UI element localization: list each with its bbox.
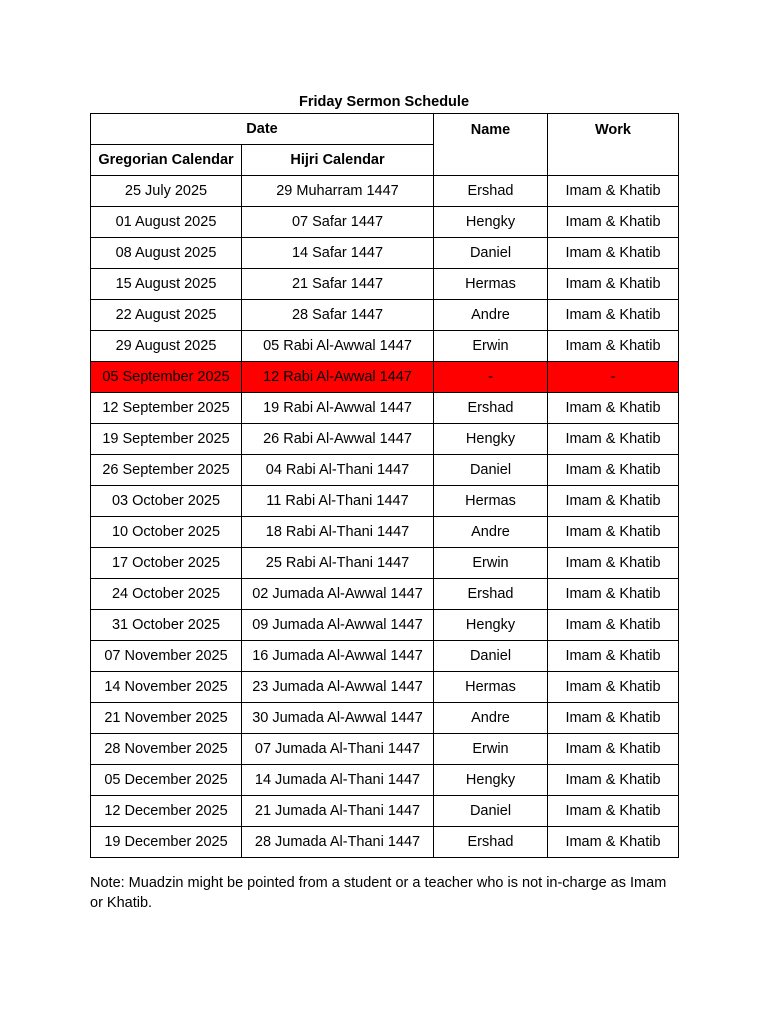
- table-row: [91, 300, 679, 331]
- gregorian-cell: 24 October 2025: [91, 579, 242, 610]
- footnote: Note: Muadzin might be pointed from a student or a teacher who is not in-charge as Imam or Khatib.: [90, 875, 667, 911]
- hijri-cell: 18 Rabi Al-Thani 1447: [242, 517, 434, 548]
- work-cell: Imam & Khatib: [548, 486, 679, 517]
- name-cell: Hermas: [434, 269, 548, 300]
- table-row: [91, 765, 679, 796]
- hijri-cell: 29 Muharram 1447: [242, 176, 434, 207]
- table-row: [91, 393, 679, 424]
- hijri-cell: 25 Rabi Al-Thani 1447: [242, 548, 434, 579]
- table-row: [91, 641, 679, 672]
- table-row: [91, 827, 679, 858]
- name-cell: Hermas: [434, 486, 548, 517]
- name-cell: Ershad: [434, 176, 548, 207]
- table-row: [91, 269, 679, 300]
- gregorian-cell: 03 October 2025: [91, 486, 242, 517]
- table-row: [91, 610, 679, 641]
- work-cell: Imam & Khatib: [548, 424, 679, 455]
- work-cell: Imam & Khatib: [548, 734, 679, 765]
- name-header: Name: [434, 114, 548, 176]
- work-cell: Imam & Khatib: [548, 796, 679, 827]
- gregorian-cell: 07 November 2025: [91, 641, 242, 672]
- hijri-cell: 09 Jumada Al-Awwal 1447: [242, 610, 434, 641]
- gregorian-cell: 26 September 2025: [91, 455, 242, 486]
- table-row: [91, 207, 679, 238]
- gregorian-cell: 08 August 2025: [91, 238, 242, 269]
- gregorian-cell: 14 November 2025: [91, 672, 242, 703]
- work-cell: Imam & Khatib: [548, 300, 679, 331]
- hijri-cell: 26 Rabi Al-Awwal 1447: [242, 424, 434, 455]
- table-body: [91, 176, 679, 858]
- hijri-cell: 07 Jumada Al-Thani 1447: [242, 734, 434, 765]
- work-cell: Imam & Khatib: [548, 238, 679, 269]
- hijri-cell: 19 Rabi Al-Awwal 1447: [242, 393, 434, 424]
- name-cell: Ershad: [434, 393, 548, 424]
- hijri-cell: 05 Rabi Al-Awwal 1447: [242, 331, 434, 362]
- gregorian-cell: 21 November 2025: [91, 703, 242, 734]
- gregorian-cell: 19 December 2025: [91, 827, 242, 858]
- name-cell: Daniel: [434, 796, 548, 827]
- schedule-table: [90, 113, 679, 858]
- work-cell: Imam & Khatib: [548, 548, 679, 579]
- work-cell: Imam & Khatib: [548, 827, 679, 858]
- hijri-cell: 04 Rabi Al-Thani 1447: [242, 455, 434, 486]
- table-row: [91, 424, 679, 455]
- work-cell: Imam & Khatib: [548, 269, 679, 300]
- table-row: [91, 517, 679, 548]
- name-cell: Hengky: [434, 765, 548, 796]
- name-cell: Erwin: [434, 734, 548, 765]
- name-cell: Ershad: [434, 827, 548, 858]
- name-cell: Erwin: [434, 548, 548, 579]
- gregorian-cell: 12 December 2025: [91, 796, 242, 827]
- table-row: [91, 548, 679, 579]
- work-header: Work: [548, 114, 679, 176]
- table-row: [91, 579, 679, 610]
- gregorian-cell: 15 August 2025: [91, 269, 242, 300]
- work-cell: -: [548, 362, 679, 393]
- gregorian-cell: 17 October 2025: [91, 548, 242, 579]
- table-row: [91, 734, 679, 765]
- hijri-cell: 02 Jumada Al-Awwal 1447: [242, 579, 434, 610]
- name-cell: Hengky: [434, 610, 548, 641]
- name-cell: Hengky: [434, 207, 548, 238]
- hijri-cell: 14 Safar 1447: [242, 238, 434, 269]
- work-cell: Imam & Khatib: [548, 579, 679, 610]
- table-row-highlighted: [91, 362, 679, 393]
- gregorian-cell: 12 September 2025: [91, 393, 242, 424]
- page-title: Friday Sermon Schedule: [298, 94, 470, 110]
- gregorian-cell: 29 August 2025: [91, 331, 242, 362]
- work-cell: Imam & Khatib: [548, 703, 679, 734]
- gregorian-cell: 28 November 2025: [91, 734, 242, 765]
- hijri-cell: 23 Jumada Al-Awwal 1447: [242, 672, 434, 703]
- hijri-cell: 30 Jumada Al-Awwal 1447: [242, 703, 434, 734]
- table-row: [91, 672, 679, 703]
- gregorian-cell: 31 October 2025: [91, 610, 242, 641]
- gregorian-header: Gregorian Calendar: [91, 145, 242, 176]
- gregorian-cell: 19 September 2025: [91, 424, 242, 455]
- date-header: Date: [91, 114, 434, 145]
- work-cell: Imam & Khatib: [548, 610, 679, 641]
- table-row: [91, 703, 679, 734]
- name-cell: Andre: [434, 703, 548, 734]
- gregorian-cell: 01 August 2025: [91, 207, 242, 238]
- work-cell: Imam & Khatib: [548, 641, 679, 672]
- name-cell: Hengky: [434, 424, 548, 455]
- hijri-cell: 14 Jumada Al-Thani 1447: [242, 765, 434, 796]
- name-cell: Daniel: [434, 455, 548, 486]
- name-cell: Daniel: [434, 238, 548, 269]
- hijri-cell: 11 Rabi Al-Thani 1447: [242, 486, 434, 517]
- table-row: [91, 796, 679, 827]
- name-cell: -: [434, 362, 548, 393]
- name-cell: Daniel: [434, 641, 548, 672]
- gregorian-cell: 10 October 2025: [91, 517, 242, 548]
- gregorian-cell: 25 July 2025: [91, 176, 242, 207]
- hijri-cell: 28 Jumada Al-Thani 1447: [242, 827, 434, 858]
- work-cell: Imam & Khatib: [548, 393, 679, 424]
- table-row: [91, 331, 679, 362]
- hijri-header: Hijri Calendar: [242, 145, 434, 176]
- hijri-cell: 28 Safar 1447: [242, 300, 434, 331]
- work-cell: Imam & Khatib: [548, 176, 679, 207]
- table-row: [91, 455, 679, 486]
- work-cell: Imam & Khatib: [548, 765, 679, 796]
- gregorian-cell: 22 August 2025: [91, 300, 242, 331]
- hijri-cell: 16 Jumada Al-Awwal 1447: [242, 641, 434, 672]
- work-cell: Imam & Khatib: [548, 517, 679, 548]
- work-cell: Imam & Khatib: [548, 331, 679, 362]
- table-row: [91, 238, 679, 269]
- gregorian-cell: 05 September 2025: [91, 362, 242, 393]
- gregorian-cell: 05 December 2025: [91, 765, 242, 796]
- hijri-cell: 07 Safar 1447: [242, 207, 434, 238]
- name-cell: Andre: [434, 300, 548, 331]
- table-header: [91, 114, 679, 176]
- work-cell: Imam & Khatib: [548, 207, 679, 238]
- header-row-top: [91, 114, 679, 145]
- name-cell: Hermas: [434, 672, 548, 703]
- name-cell: Erwin: [434, 331, 548, 362]
- hijri-cell: 12 Rabi Al-Awwal 1447: [242, 362, 434, 393]
- work-cell: Imam & Khatib: [548, 455, 679, 486]
- table-row: [91, 486, 679, 517]
- work-cell: Imam & Khatib: [548, 672, 679, 703]
- hijri-cell: 21 Jumada Al-Thani 1447: [242, 796, 434, 827]
- name-cell: Ershad: [434, 579, 548, 610]
- table-row: [91, 176, 679, 207]
- name-cell: Andre: [434, 517, 548, 548]
- hijri-cell: 21 Safar 1447: [242, 269, 434, 300]
